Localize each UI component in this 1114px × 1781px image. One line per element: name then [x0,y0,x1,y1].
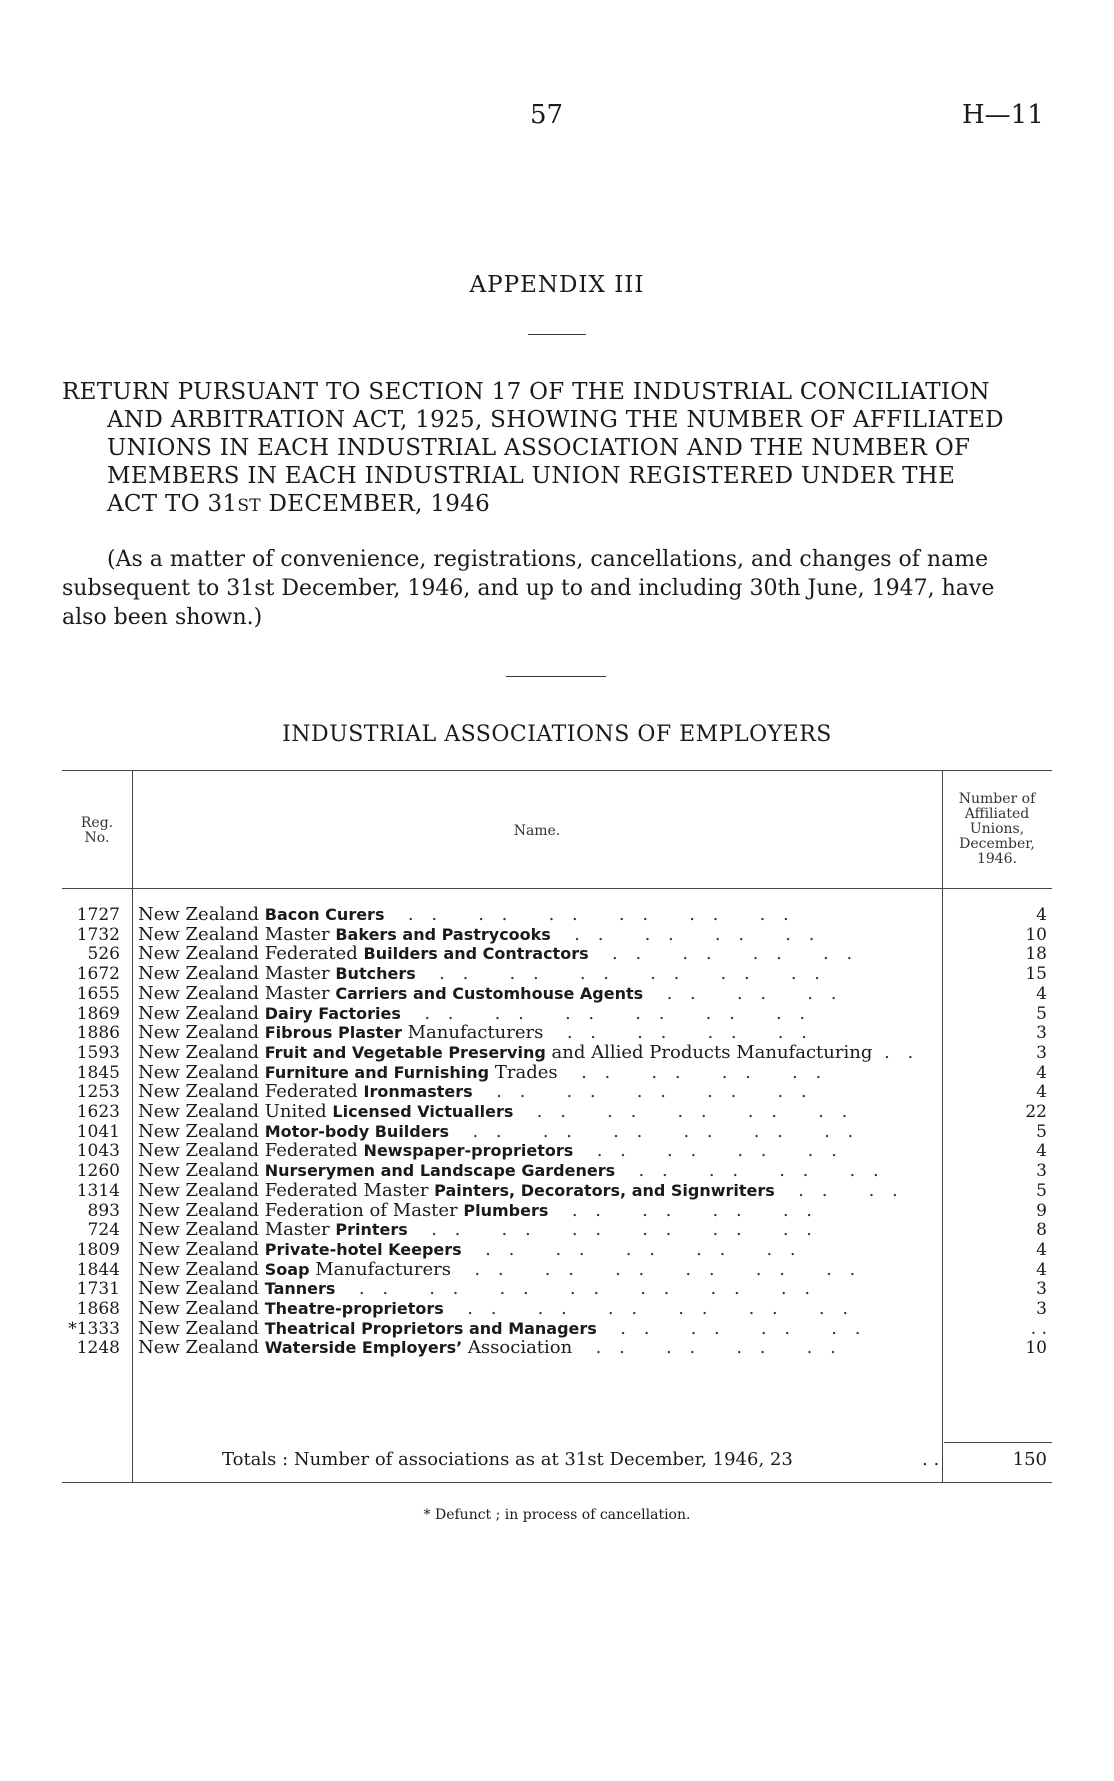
name-prefix: New Zealand [138,1317,265,1339]
note-line: (As a matter of convenience, registrations, cancellations, and changes of name [107,547,989,572]
association-name [138,1140,1006,1162]
table-row [62,1101,1052,1123]
reg-number: 1869 [76,1003,120,1024]
table-row [62,983,1052,1005]
name-prefix: New Zealand [138,1160,265,1182]
leader-dots: . . . . . . . . [573,1140,843,1162]
reg-number: 1253 [76,1082,120,1103]
table-row [62,1239,1052,1261]
affiliated-unions-count: 4 [1036,1141,1047,1162]
name-prefix: New Zealand [138,1258,265,1280]
heading-line: AND ARBITRATION ACT, 1925, SHOWING THE NUMBER OF AFFILIATED [107,407,1004,433]
table-row [62,1042,1052,1064]
name-keyword: Dairy Factories [264,1003,401,1023]
affiliated-unions-count: 5 [1036,1121,1047,1142]
name-keyword: Fibrous Plaster [264,1023,402,1043]
name-keyword: Licensed Victuallers [332,1102,514,1121]
association-name [138,1180,1006,1202]
association-name [138,1337,1006,1359]
reg-number: 1809 [76,1239,120,1260]
affiliated-unions-count: 3 [1036,1161,1047,1182]
table-row [62,1200,1052,1222]
header-number [942,792,1052,867]
association-name [138,1318,1006,1340]
name-keyword: Carriers and Customhouse Agents [335,983,644,1003]
header-number-line: Number of [958,791,1036,807]
associations-table [62,770,1052,1500]
reg-number: 1248 [76,1338,120,1359]
association-name [138,963,1006,985]
reg-number: 1260 [76,1161,120,1182]
table-row [62,1337,1052,1359]
name-suffix: Association [462,1337,573,1359]
name-prefix: New Zealand [138,1022,265,1044]
name-suffix: and Allied Products Manufacturing [545,1041,873,1063]
leader-dots: . . . . . . . . . . . . [407,1219,819,1241]
reg-number: 1672 [76,964,120,985]
name-keyword: Tanners [264,1279,336,1299]
reg-number: 893 [87,1200,120,1221]
affiliated-unions-count: 15 [1025,964,1047,985]
affiliated-unions-count: 10 [1025,924,1047,945]
association-name [138,1298,1006,1320]
leader-dots: . . . . . . . . [548,1199,818,1221]
name-keyword: Soap [264,1259,310,1279]
name-prefix: New Zealand [138,904,265,925]
totals-label: Totals : Number of associations as at 31st December, 1946, 23 [222,1449,793,1470]
leader-dots: . . . . . . . . . . [472,1081,813,1103]
note-line: also been shown.) [62,605,263,630]
table-row [62,943,1052,965]
name-prefix: New Zealand Federated [138,1081,364,1103]
table-header-rule [62,888,1052,889]
heading-text: ACT TO 31 [107,491,238,517]
leader-dots: . . . . [774,1179,904,1201]
leader-dots: . . . . . . . . . . . . [443,1298,855,1319]
affiliated-unions-count: 3 [1036,1279,1047,1300]
name-suffix: Manufacturers [401,1022,544,1044]
reg-number: 526 [87,944,120,965]
table-totals-rule [944,1442,1052,1443]
name-prefix: New Zealand Master [138,982,336,1004]
name-prefix: New Zealand Master [138,923,336,945]
header-number-line: Unions, [969,821,1025,837]
table-row [62,1140,1052,1162]
appendix-title: APPENDIX III [469,272,645,298]
name-keyword: Private-hotel Keepers [264,1239,462,1259]
table-row [62,1318,1052,1340]
totals-row [62,1448,1052,1472]
name-prefix: New Zealand [138,1278,265,1300]
reg-number: *1333 [68,1318,120,1339]
association-name [138,1042,1006,1064]
affiliated-unions-count: 3 [1036,1299,1047,1319]
association-name [138,924,1006,946]
name-keyword: Ironmasters [363,1082,473,1102]
association-name [138,1219,1006,1241]
totals-value: 150 [1012,1449,1047,1470]
association-name [138,983,1006,1005]
table-row [62,1081,1052,1103]
association-name [138,1160,1006,1182]
leader-dots: . . . . . . . . [572,1337,842,1359]
footnote: * Defunct ; in process of cancellation. [423,1507,691,1523]
reg-number: 1041 [76,1121,120,1142]
name-keyword: Newspaper-proprietors [363,1141,574,1161]
note [62,545,1052,632]
name-prefix: New Zealand Master [138,963,336,985]
association-name [138,1259,1006,1281]
affiliated-unions-count: 4 [1036,1062,1047,1083]
heading-text: DECEMBER, 1946 [260,491,491,517]
reg-number: 1655 [76,983,120,1004]
association-name [138,1278,1006,1300]
reg-number: 1043 [76,1141,120,1162]
table-row [62,1003,1052,1025]
affiliated-unions-count: 9 [1036,1200,1047,1221]
leader-dots: . . . . . . . . [596,1317,867,1339]
leader-dots: . . . . . . . . [557,1061,828,1083]
table-row [62,1298,1052,1320]
leader-dots: . . . . . . . . [615,1160,885,1182]
reg-number: 1845 [76,1062,120,1083]
page-number: 57 [530,100,564,130]
heading-line: UNIONS IN EACH INDUSTRIAL ASSOCIATION AND THE NUMBER OF [107,435,971,461]
leader-dots: . . . . . . . . . . . . [449,1120,860,1142]
affiliated-unions-count: 8 [1036,1220,1047,1241]
heading-line: MEMBERS IN EACH INDUSTRIAL UNION REGISTERED UNDER THE [107,463,956,489]
page-code: H—11 [962,100,1044,130]
leader-dots: . . . . . . . . . . . . . . [335,1278,817,1300]
name-keyword: Butchers [335,964,416,984]
header-number-line: Affiliated [964,806,1030,822]
name-prefix: New Zealand Federated Master [138,1179,435,1201]
header-number-line: 1946. [976,851,1018,867]
table-row [62,1121,1052,1143]
affiliated-unions-count: 4 [1036,1239,1047,1260]
affiliated-unions-count: 4 [1036,905,1047,925]
table-row [62,1278,1052,1300]
leader-dots: . . . . . . . . [550,923,821,945]
name-keyword: Bakers and Pastrycooks [335,924,551,944]
association-name [138,1101,1006,1123]
table-bottom-rule [62,1482,1052,1483]
affiliated-unions-count: . . [1030,1318,1047,1339]
name-keyword: Builders and Contractors [363,944,589,964]
association-name [138,1121,1006,1143]
reg-number: 1868 [76,1299,120,1319]
note-line: subsequent to 31st December, 1946, and up to and including 30th June, 1947, have [62,576,995,601]
affiliated-unions-count: 22 [1025,1102,1047,1122]
name-keyword: Bacon Curers [264,905,385,924]
table-top-rule [62,770,1052,771]
name-keyword: Plumbers [463,1200,549,1220]
association-name [138,1003,1006,1025]
table-row [62,924,1052,946]
reg-number: 1593 [76,1042,120,1063]
name-prefix: New Zealand [138,1298,265,1319]
leader-dots: . . . . . . . . . . . . [415,963,826,985]
affiliated-unions-count: 4 [1036,1082,1047,1103]
name-prefix: New Zealand [138,1120,265,1142]
association-name [138,1239,1006,1261]
reg-number: 724 [87,1220,120,1241]
name-prefix: New Zealand [138,1337,265,1359]
affiliated-unions-count: 4 [1036,1259,1047,1280]
leader-dots: . . . . . . . . . . . . [384,904,795,925]
leader-dots: . . . . . . . . [588,943,859,965]
name-keyword: Motor-body Builders [264,1121,450,1141]
heading-line [62,490,1052,520]
affiliated-unions-count: 18 [1025,944,1047,965]
name-prefix: New Zealand United [138,1101,333,1122]
title-rule [528,334,586,335]
leader-dots: . . . . . . [643,982,843,1004]
reg-number: 1844 [76,1259,120,1280]
table-row [62,1259,1052,1281]
table-row [62,904,1052,926]
table-row [62,963,1052,985]
leader-dots: . . . . . . . . . . . . [400,1002,812,1024]
reg-number: 1623 [76,1102,120,1122]
table-row [62,1022,1052,1044]
association-name [138,1062,1006,1084]
association-name [138,904,1006,926]
table-row [62,1160,1052,1182]
name-keyword: Waterside Employers’ [264,1338,463,1358]
name-prefix: New Zealand Federated [138,1140,364,1162]
leader-dots: . . . . . . . . . . [461,1238,802,1260]
association-name [138,1081,1006,1103]
name-keyword: Furniture and Furnishing [264,1062,490,1082]
totals-dots: . . [922,1449,940,1470]
name-suffix: Manufacturers [309,1258,451,1280]
name-keyword: Painters, Decorators, and Signwriters [434,1180,775,1200]
reg-number: 1727 [76,905,120,925]
affiliated-unions-count: 10 [1025,1338,1047,1359]
reg-number: 1314 [76,1180,120,1201]
affiliated-unions-count: 4 [1036,983,1047,1004]
section-rule [506,676,606,677]
header-name: Name. [513,823,561,839]
table-row [62,1062,1052,1084]
header-reg-no [62,816,132,846]
name-prefix: New Zealand Federated [138,943,364,965]
header-reg-line: No. [84,830,110,846]
leader-dots: . . . . . . . . . . . . [450,1258,862,1280]
reg-number: 1732 [76,924,120,945]
association-name [138,943,1006,965]
leader-dots: . . . . . . . . . . [513,1101,854,1122]
leader-dots: . . . . . . . . [543,1022,813,1044]
name-keyword: Nurserymen and Landscape Gardeners [264,1161,616,1181]
name-keyword: Theatrical Proprietors and Managers [264,1318,597,1338]
affiliated-unions-count: 5 [1036,1180,1047,1201]
affiliated-unions-count: 3 [1036,1023,1047,1044]
header-reg-line: Reg. [80,815,114,831]
name-prefix: New Zealand [138,1238,265,1260]
name-prefix: New Zealand Master [138,1219,336,1241]
reg-number: 1886 [76,1023,120,1044]
name-keyword: Printers [335,1220,408,1240]
header-number-line: December, [959,836,1035,852]
name-prefix: New Zealand [138,1061,265,1083]
name-keyword: Fruit and Vegetable Preserving [264,1042,546,1062]
table-row [62,1180,1052,1202]
name-prefix: New Zealand [138,1041,265,1063]
table-row [62,1219,1052,1241]
heading [62,378,1052,520]
association-name [138,1022,1006,1044]
name-prefix: New Zealand Federation of Master [138,1199,464,1221]
association-name [138,1200,1006,1222]
heading-line: RETURN PURSUANT TO SECTION 17 OF THE INDUSTRIAL CONCILIATION [62,379,990,405]
section-title: INDUSTRIAL ASSOCIATIONS OF EMPLOYERS [282,722,832,747]
leader-dots: . . [872,1041,920,1063]
affiliated-unions-count: 5 [1036,1003,1047,1024]
affiliated-unions-count: 3 [1036,1042,1047,1063]
heading-suffix: ST [237,496,261,516]
name-prefix: New Zealand [138,1002,265,1024]
name-keyword: Theatre-proprietors [264,1299,444,1318]
reg-number: 1731 [76,1279,120,1300]
name-suffix: Trades [489,1061,558,1083]
